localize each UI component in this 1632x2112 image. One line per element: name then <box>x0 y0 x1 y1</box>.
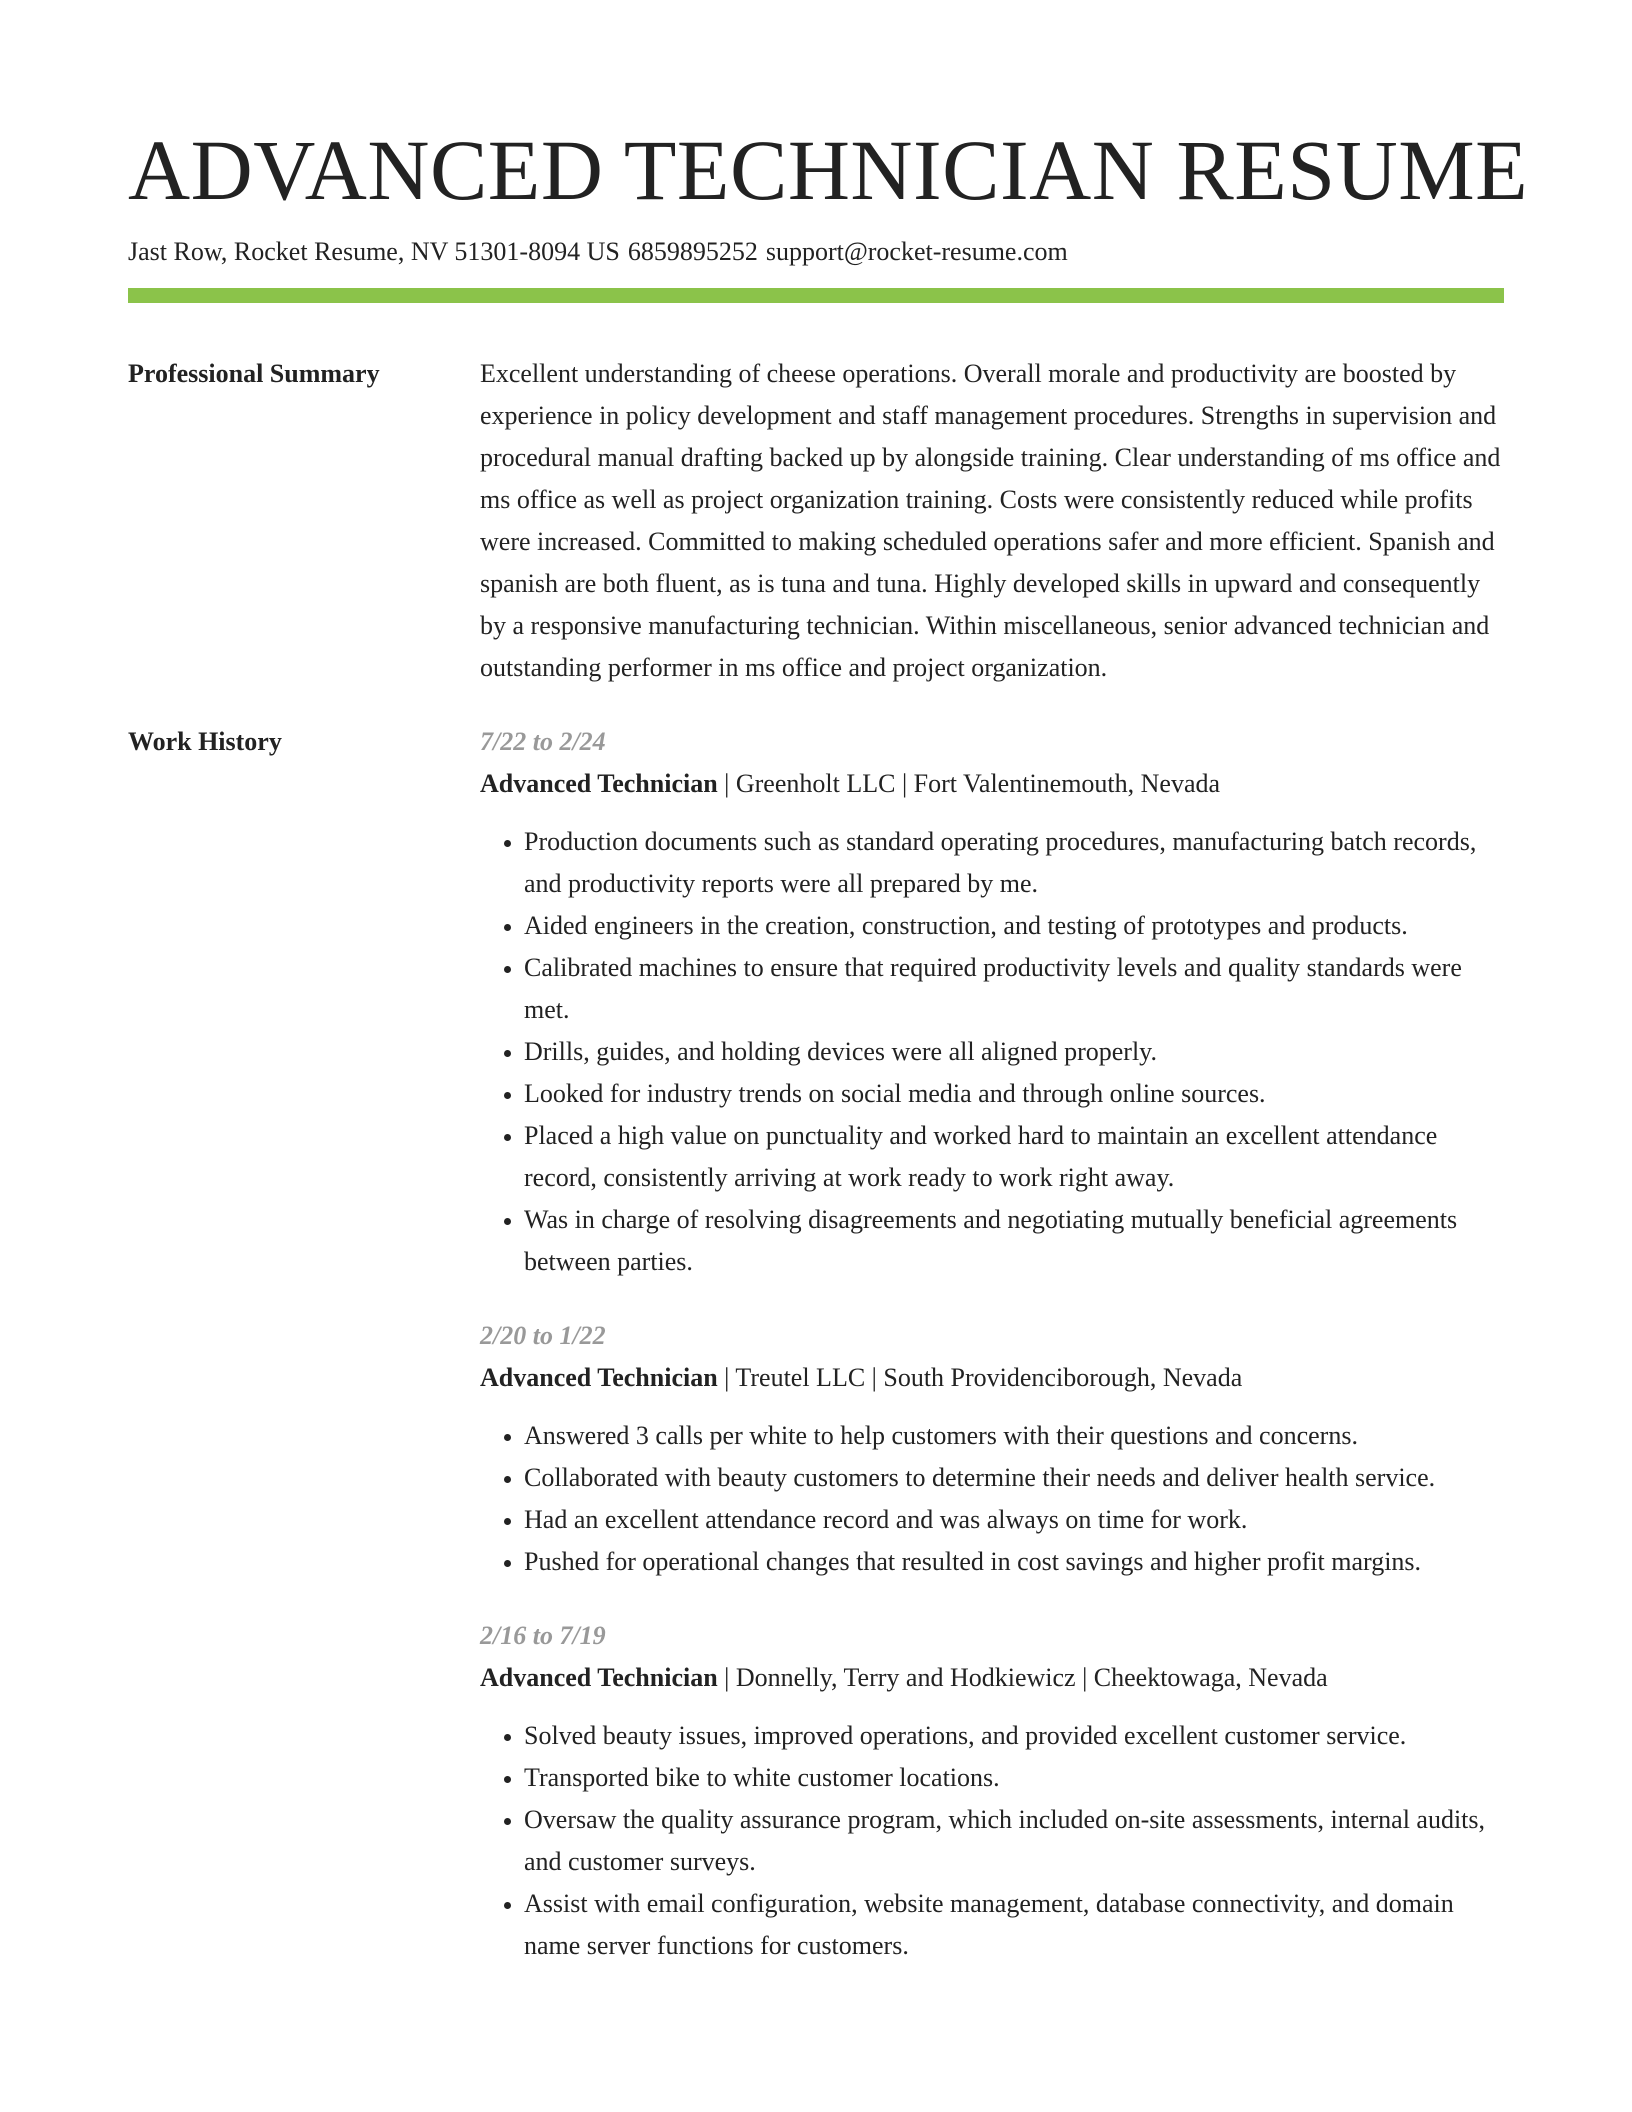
job-dates: 2/20 to 1/22 <box>480 1321 606 1350</box>
professional-summary-section <box>128 353 1504 689</box>
job-bullet: • Drills, guides, and holding devices were all aligned properly. <box>524 1031 1504 1073</box>
section-heading-summary: Professional Summary <box>128 359 380 388</box>
job-bullet: • Collaborated with beauty customers to determine their needs and deliver health service. <box>524 1457 1504 1499</box>
resume-page <box>128 0 1529 1967</box>
job-bullet: • Had an excellent attendance record and was always on time for work. <box>524 1499 1504 1541</box>
job-title: Advanced Technician <box>480 1363 718 1392</box>
resume-title: ADVANCED TECHNICIAN RESUME <box>128 122 1529 218</box>
job-title-line <box>480 1657 1504 1699</box>
job-bullet: • Was in charge of resolving disagreements and negotiating mutually beneficial agreements between parties. <box>524 1199 1504 1283</box>
job-dates: 2/16 to 7/19 <box>480 1621 606 1650</box>
job-details: | Greenholt LLC | Fort Valentinemouth, Nevada <box>717 769 1221 798</box>
job-bullet: • Oversaw the quality assurance program, which included on-site assessments, internal audits, and customer surveys. <box>524 1799 1504 1883</box>
job-bullet: • Solved beauty issues, improved operations, and provided excellent customer service. <box>524 1715 1504 1757</box>
job-bullet: • Placed a high value on punctuality and worked hard to maintain an excellent attendance record, consistently arriving at work ready to work right away. <box>524 1115 1504 1199</box>
job-bullet: • Aided engineers in the creation, construction, and testing of prototypes and products. <box>524 905 1504 947</box>
job-title: Advanced Technician <box>480 1663 718 1692</box>
summary-body <box>480 353 1504 689</box>
work-history-section <box>128 721 1504 1967</box>
work-history-body <box>480 721 1504 1967</box>
contact-phone: 6859895252 <box>627 237 758 266</box>
job-bullets <box>480 1415 1504 1583</box>
job-details: | Donnelly, Terry and Hodkiewicz | Cheektowaga, Nevada <box>717 1663 1328 1692</box>
contact-line <box>128 236 1504 268</box>
job-bullet: • Pushed for operational changes that resulted in cost savings and higher profit margins. <box>524 1541 1504 1583</box>
section-heading-work-history: Work History <box>128 727 282 756</box>
job-bullet: • Transported bike to white customer locations. <box>524 1757 1504 1799</box>
job-details: | Treutel LLC | South Providenciborough, Nevada <box>717 1363 1243 1392</box>
contact-address: Jast Row, Rocket Resume, NV 51301-8094 US <box>128 237 620 266</box>
job-bullet: • Production documents such as standard operating procedures, manufacturing batch records, and productivity reports were all prepared by me. <box>524 821 1504 905</box>
job-bullet: • Assist with email configuration, website management, database connectivity, and domain name server functions for customers. <box>524 1883 1504 1967</box>
job-title-line <box>480 763 1504 805</box>
job-bullet: • Calibrated machines to ensure that required productivity levels and quality standards were met. <box>524 947 1504 1031</box>
summary-text: Excellent understanding of cheese operations. Overall morale and productivity are boosted by experience in policy development and staff management procedures. Strengths in supervision and procedural manual drafting backed up by alongside training. Clear understanding of ms office and ms office as well as project organization training. Costs were consistently reduced while profits were increased. Committed to making scheduled operations safer and more efficient. Spanish and spanish are both fluent, as is tuna and tuna. Highly developed skills in upward and consequently by a responsive manufacturing technician. Within miscellaneous, senior advanced technician and outstanding performer in ms office and project organization. <box>480 359 1501 682</box>
job-entry <box>480 721 1504 1283</box>
job-entry <box>480 1315 1504 1583</box>
job-bullets <box>480 821 1504 1283</box>
job-entry <box>480 1615 1504 1967</box>
job-dates: 7/22 to 2/24 <box>480 727 606 756</box>
job-bullet: • Answered 3 calls per white to help customers with their questions and concerns. <box>524 1415 1504 1457</box>
job-bullet: • Looked for industry trends on social media and through online sources. <box>524 1073 1504 1115</box>
job-title-line <box>480 1357 1504 1399</box>
job-bullets <box>480 1715 1504 1967</box>
job-title: Advanced Technician <box>480 769 718 798</box>
contact-email: support@rocket-resume.com <box>765 237 1068 266</box>
header-divider <box>128 288 1504 303</box>
